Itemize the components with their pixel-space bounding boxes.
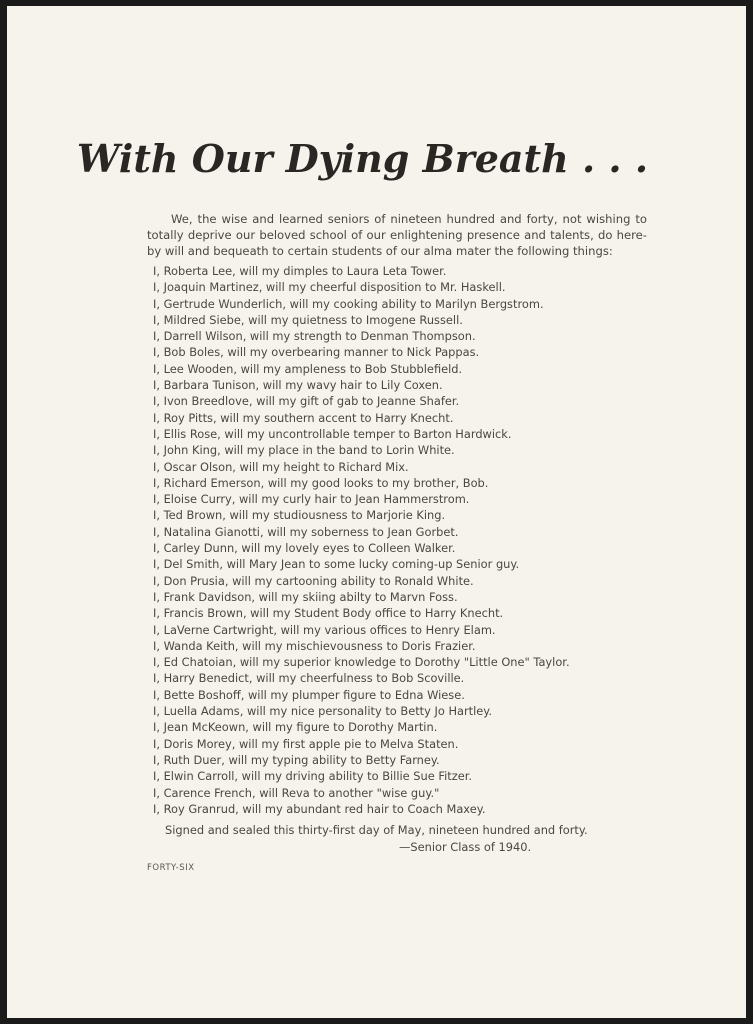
bequest-item: I, Eloise Curry, will my curly hair to Jean Hammerstrom. xyxy=(153,492,470,507)
bequest-item: I, Roberta Lee, will my dimples to Laura Leta Tower. xyxy=(153,264,447,278)
bequest-item: I, Ivon Breedlove, will my gift of gab to Jeanne Shafer. xyxy=(153,394,460,409)
bequest-item: I, Natalina Gianotti, will my soberness to Jean Gorbet. xyxy=(153,524,459,539)
bequest-item: I, Joaquin Martinez, will my cheerful disposition to Mr. Haskell. xyxy=(153,280,506,295)
yearbook-page xyxy=(7,6,746,1018)
bequest-item: I, Elwin Carroll, will my driving ability to Billie Sue Fitzer. xyxy=(153,769,472,784)
bequest-item: I, Gertrude Wunderlich, will my cooking ability to Marilyn Bergstrom. xyxy=(153,296,544,311)
bequest-item: I, Don Prusia, will my cartooning ability to Ronald White. xyxy=(153,573,474,588)
bequest-item: I, Francis Brown, will my Student Body office to Harry Knecht. xyxy=(153,606,504,621)
bequest-item: I, Roy Pitts, will my southern accent to Harry Knecht. xyxy=(153,410,454,425)
bequest-item: I, Carley Dunn, will my lovely eyes to Colleen Walker. xyxy=(153,541,456,556)
bequest-item: I, Frank Davidson, will my skiing abilty to Marvn Foss. xyxy=(153,589,458,604)
bequest-item: I, Harry Benedict, will my cheerfulness to Bob Scoville. xyxy=(153,671,465,686)
bequest-item: I, Roy Granrud, will my abundant red hair to Coach Maxey. xyxy=(153,801,486,816)
bequest-item: I, John King, will my place in the band to Lorin White. xyxy=(153,443,455,458)
bequest-item: I, Jean McKeown, will my figure to Dorothy Martin. xyxy=(153,720,438,735)
bequest-item: I, Luella Adams, will my nice personality to Betty Jo Hartley. xyxy=(153,704,493,719)
bequest-item: I, Mildred Siebe, will my quietness to Imogene Russell. xyxy=(153,312,463,327)
page-title: With Our Dying Breath . . . xyxy=(76,136,649,181)
bequest-item: I, Ed Chatoian, will my superior knowledge to Dorothy "Little One" Taylor. xyxy=(153,655,570,670)
signed-line: Signed and sealed this thirty-first day of May, nineteen hundred and forty. xyxy=(165,823,588,837)
intro-paragraph: We, the wise and learned seniors of nineteen hundred and forty, not wishing to totally deprive our beloved school of our enlightening presence and talents, do here-by will and bequeath to certain students of our alma mater the following things: xyxy=(147,211,647,259)
bequest-item: I, Bette Boshoff, will my plumper figure to Edna Wiese. xyxy=(153,687,465,702)
bequest-item: I, Darrell Wilson, will my strength to Denman Thompson. xyxy=(153,329,476,344)
bequest-item: I, Bob Boles, will my overbearing manner to Nick Pappas. xyxy=(153,345,480,360)
bequest-item: I, Barbara Tunison, will my wavy hair to Lily Coxen. xyxy=(153,378,443,393)
bequest-item: I, Lee Wooden, will my ampleness to Bob Stubblefield. xyxy=(153,361,463,376)
bequest-list xyxy=(153,263,653,817)
bequest-item: I, LaVerne Cartwright, will my various offices to Henry Elam. xyxy=(153,622,496,637)
bequest-item: I, Richard Emerson, will my good looks to my brother, Bob. xyxy=(153,475,489,490)
page-number: FORTY-SIX xyxy=(147,863,195,873)
bequest-item: I, Ted Brown, will my studiousness to Marjorie King. xyxy=(153,508,446,523)
bequest-item: I, Ruth Duer, will my typing ability to Betty Farney. xyxy=(153,752,440,767)
bequest-item: I, Carence French, will Reva to another "wise guy." xyxy=(153,785,440,800)
bequest-item: I, Wanda Keith, will my mischievousness to Doris Frazier. xyxy=(153,638,476,653)
bequest-item: I, Ellis Rose, will my uncontrollable temper to Barton Hardwick. xyxy=(153,426,512,441)
bequest-item: I, Del Smith, will Mary Jean to some lucky coming-up Senior guy. xyxy=(153,557,520,572)
bequest-item: I, Oscar Olson, will my height to Richard Mix. xyxy=(153,459,409,474)
signature: —Senior Class of 1940. xyxy=(399,840,532,854)
bequest-item: I, Doris Morey, will my first apple pie to Melva Staten. xyxy=(153,736,459,751)
